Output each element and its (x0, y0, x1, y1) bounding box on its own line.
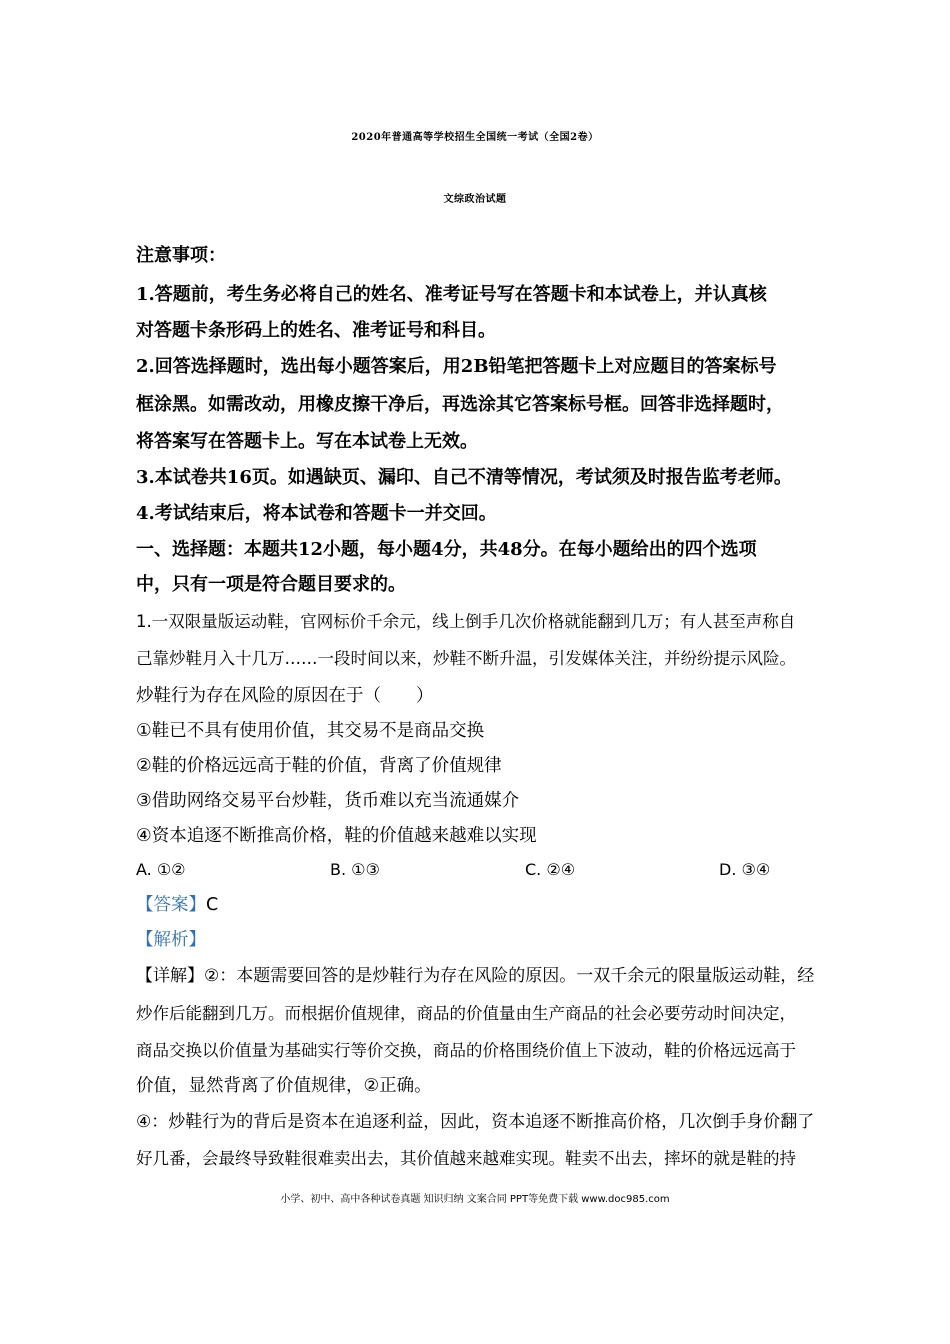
question-stem: 炒鞋行为存在风险的原因在于（ ） (136, 686, 434, 706)
detail-line: 商品交换以价值量为基础实行等价交换，商品的价格围绕价值上下波动，鞋的价格远远高于 (136, 1041, 796, 1060)
section-heading: 中，只有一项是符合题目要求的。 (136, 574, 406, 595)
question-item: ②鞋的价格远远高于鞋的价值，背离了价值规律 (136, 756, 502, 776)
option-d: D. ③④ (719, 860, 771, 879)
page-subtitle: 文综政治试题 (443, 194, 507, 205)
question-stem: 己靠炒鞋月入十几万……一段时间以来，炒鞋不断升温，引发媒体关注，并纷纷提示风险。 (136, 649, 796, 668)
notice-line: 1.答题前，考生务必将自己的姓名、准考证号写在答题卡和本试卷上，并认真核 (136, 284, 767, 305)
detail-line: ④：炒鞋行为的背后是资本在追逐利益，因此，资本追逐不断推高价格，几次倒手身价翻了 (136, 1112, 815, 1132)
notice-line: 对答题卡条形码上的姓名、准考证号和科目。 (136, 320, 496, 341)
question-item: ④资本追逐不断推高价格，鞋的价值越来越难以实现 (136, 826, 537, 846)
answer-value: C (206, 895, 219, 915)
option-a: A. ①② (136, 860, 186, 879)
notice-heading: 注意事项： (136, 245, 226, 266)
detail-line: 好几番，会最终导致鞋很难卖出去，其价值越来越难实现。鞋卖不出去，摔坏的就是鞋的持 (136, 1149, 796, 1168)
notice-line: 框涂黑。如需改动，用橡皮擦干净后，再选涂其它答案标号框。回答非选择题时， (136, 394, 784, 415)
notice-line: 将答案写在答题卡上。写在本试卷上无效。 (136, 431, 478, 452)
detail-line: 价值，显然背离了价值规律，②正确。 (136, 1076, 432, 1096)
notice-line: 2.回答选择题时，选出每小题答案后，用2B铅笔把答题卡上对应题目的答案标号 (136, 356, 777, 377)
question-stem: 1.一双限量版运动鞋，官网标价千余元，线上倒手几次价格就能翻到几万；有人甚至声称自 (136, 612, 796, 631)
question-item: ①鞋已不具有使用价值，其交易不是商品交换 (136, 721, 485, 741)
analysis-label: 【解析】 (136, 930, 206, 950)
answer-line (136, 894, 218, 916)
section-heading: 一、选择题：本题共12小题，每小题4分，共48分。在每小题给出的四个选项 (136, 539, 757, 560)
answer-label: 【答案】 (136, 895, 206, 915)
option-b: B. ①③ (330, 860, 380, 879)
page-footer: 小学、初中、高中各种试卷真题 知识归纳 文案合同 PPT等免费下载 www.doc985.com (280, 1194, 670, 1205)
detail-line: 【详解】②：本题需要回答的是炒鞋行为存在风险的原因。一双千余元的限量版运动鞋，经 (136, 966, 815, 986)
notice-line: 4.考试结束后，将本试卷和答题卡一并交回。 (136, 503, 497, 524)
notice-line: 3.本试卷共16页。如遇缺页、漏印、自己不清等情况，考试须及时报告监考老师。 (136, 467, 792, 488)
question-item: ③借助网络交易平台炒鞋，货币难以充当流通媒介 (136, 791, 520, 811)
page-title: 2020年普通高等学校招生全国统一考试（全国2卷） (351, 132, 599, 143)
option-c: C. ②④ (525, 860, 576, 879)
detail-line: 炒作后能翻到几万。而根据价值规律，商品的价值量由生产商品的社会必要劳动时间决定， (136, 1004, 796, 1023)
